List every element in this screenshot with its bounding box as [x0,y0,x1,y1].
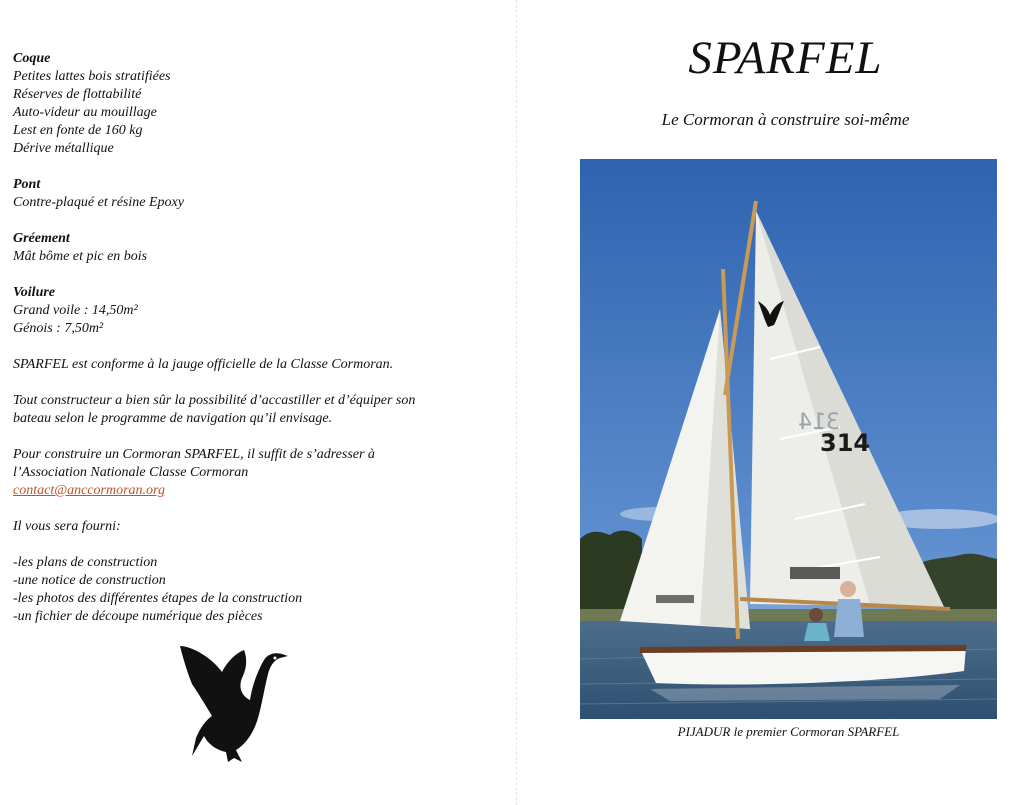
spec-line: Grand voile : 14,50m² [13,303,138,318]
provided-item: -une notice de construction [13,573,166,588]
spec-text [13,50,483,626]
right-page [517,0,1024,805]
contact-email-link[interactable]: contact@anccormoran.org [13,483,165,498]
spec-line: Contre-plaqué et résine Epoxy [13,195,184,210]
spec-line: Lest en fonte de 160 kg [13,123,143,138]
heading-coque: Coque [13,51,51,66]
builder-text-1: Tout constructeur a bien sûr la possibilité d’accastiller et d’équiper son [13,393,416,408]
sail-number: 314 [820,429,871,457]
provided-intro: Il vous sera fourni: [13,519,121,534]
spec-line: Mât bôme et pic en bois [13,249,148,264]
spec-line: Réserves de flottabilité [13,87,142,102]
cormorant-logo [172,640,294,766]
photo-caption: PIJADUR le premier Cormoran SPARFEL [677,724,900,739]
provided-item: -un fichier de découpe numérique des pièces [13,609,263,624]
heading-greement: Gréement [13,231,70,246]
provided-item: -les plans de construction [13,555,158,570]
page-subtitle: Le Cormoran à construire soi-même [661,110,910,129]
contact-text-2: l’Association Nationale Classe Cormoran [13,465,249,480]
spec-line: Petites lattes bois stratifiées [13,69,171,84]
heading-voilure: Voilure [13,285,56,300]
page-title: SPARFEL [688,32,883,84]
spec-line: Génois : 7,50m² [13,321,104,336]
heading-pont: Pont [13,177,41,192]
builder-text-2: bateau selon le programme de navigation qu’il envisage. [13,411,333,426]
sailboat-photo [580,159,997,719]
spec-line: Auto-videur au mouillage [13,105,157,120]
contact-text-1: Pour construire un Cormoran SPARFEL, il suffit de s’adresser à [13,447,375,462]
sail-number-mirror: 314 [798,410,840,435]
provided-item: -les photos des différentes étapes de la construction [13,591,303,606]
conformity-text: SPARFEL est conforme à la jauge officielle de la Classe Cormoran. [13,357,394,372]
spec-line: Dérive métallique [13,141,114,156]
